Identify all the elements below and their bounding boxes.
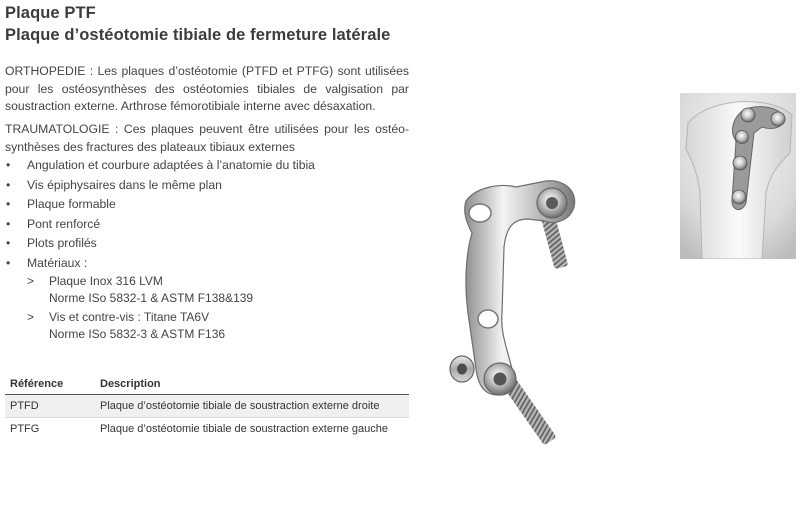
material-norm: Norme ISo 5832-1 & ASTM F138&139 (49, 290, 254, 305)
description-cell: Plaque d’ostéotomie tibiale de soustraction externe droite (95, 395, 409, 418)
bullet-icon: • (6, 255, 11, 270)
material-norm: Norme ISo 5832-3 & ASTM F136 (49, 326, 226, 341)
page-subtitle: Plaque d’ostéotomie tibiale de fermeture latérale (5, 26, 391, 44)
material-name: Plaque Inox 316 LVM (49, 274, 163, 288)
list-item: • Vis épiphysaires dans le même plan (5, 176, 405, 196)
table-row (5, 395, 409, 418)
bullet-icon: • (6, 197, 11, 211)
traumatologie-paragraph: TRAUMATOLOGIE : Ces plaques peuvent être utilisées pour les ostéo-synthèses des fractures des plateaux tibiaux externes (5, 122, 409, 154)
reference-cell: PTFD (5, 395, 95, 418)
page-title: Plaque PTF (5, 4, 96, 22)
bullet-icon: • (6, 216, 11, 231)
list-item: • Angulation et courbure adaptées à l’anatomie du tibia (5, 156, 405, 176)
plate-hole (469, 204, 491, 222)
column-header-description: Description (95, 375, 409, 395)
materials-list (27, 273, 405, 342)
bullet-icon: • (6, 158, 11, 172)
reference-table (5, 375, 409, 440)
bullet-icon: • (6, 236, 11, 250)
plate-hole (478, 310, 498, 328)
reference-cell: PTFG (10, 423, 40, 435)
table-row (5, 418, 409, 441)
arrow-icon: > (27, 274, 35, 288)
list-item: • Plots profilés (5, 234, 405, 254)
material-item (27, 309, 405, 342)
column-header-reference: Référence (5, 375, 95, 395)
arrow-icon: > (27, 310, 35, 324)
orthopedie-paragraph: ORTHOPEDIE : Les plaques d’ostéotomie (PTFD et PTFG) sont utilisées pour les ostéosynthèses des ostéotomies tibiales de valgisation par soustraction externe. Arthrose fémorotibiale interne avec désaxation. (5, 64, 409, 113)
list-item: • Plaque formable (5, 195, 405, 215)
feature-list (5, 156, 405, 342)
material-item (27, 273, 405, 306)
material-name: Vis et contre-vis : Titane TA6V (49, 310, 210, 324)
plate-on-tibia-image (680, 93, 796, 259)
list-item: • Pont renforcé (5, 215, 405, 235)
list-item-materials: • Matériaux : > Plaque Inox 316 LVM Norme ISo 5832-1 & ASTM F138&139 > Vis et contre-vis : Titane TA6V Norme ISo 5832-3 & ASTM F136 (5, 254, 405, 343)
bullet-icon: • (6, 177, 11, 192)
ptf-plate-with-screws-image (438, 173, 590, 455)
table-header-row (5, 375, 409, 395)
description-cell: Plaque d’ostéotomie tibiale de soustraction externe gauche (100, 423, 389, 435)
